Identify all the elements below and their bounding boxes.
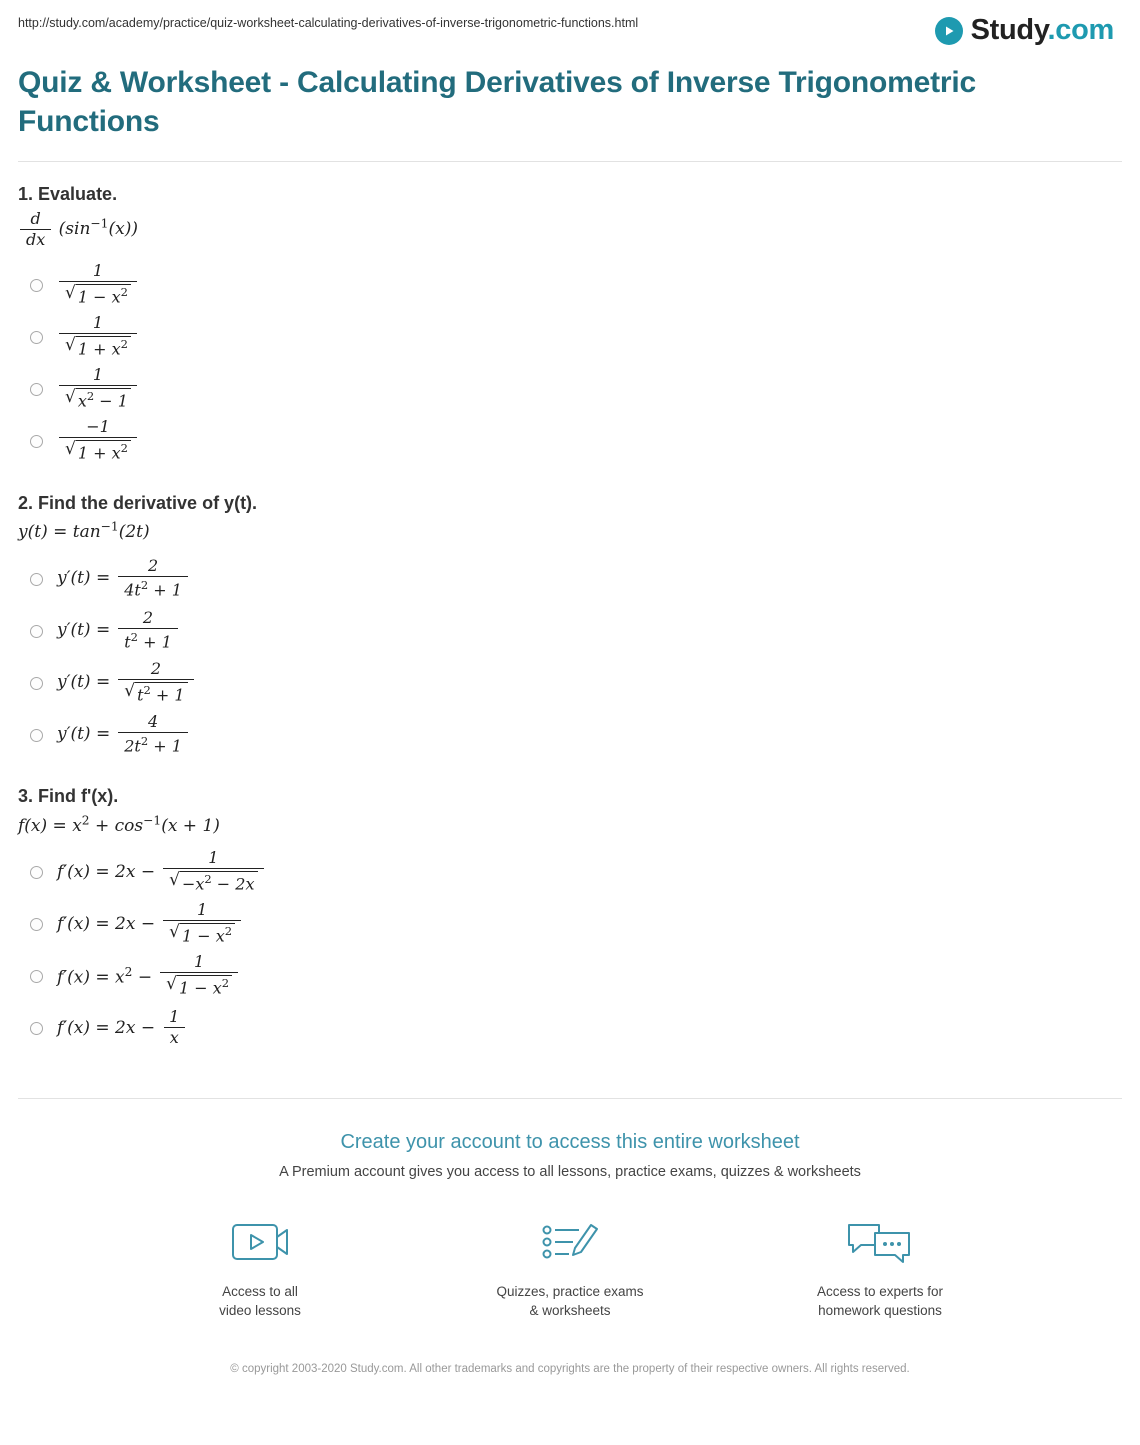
option-math: 1 √ $x^2 - 1$ (57, 367, 139, 410)
question-prompt (18, 184, 1122, 205)
question-prompt (18, 493, 1122, 514)
option-row[interactable] (18, 311, 1122, 363)
copyright-text: © copyright 2003-2020 Study.com. All other trademarks and copyrights are the property of their respective owners. All rights reserved. (230, 1363, 910, 1376)
question-number: 2. (18, 492, 34, 513)
option-row[interactable] (18, 708, 1122, 760)
option-row[interactable] (18, 604, 1122, 656)
brand-suffix: .com (1047, 14, 1114, 46)
option-math: f′(x) = 2x − 1 √ $-x^2 - 2x$ (57, 850, 266, 893)
page-header (18, 0, 1122, 53)
feature-line-1: Access to all (222, 1283, 298, 1299)
option-row[interactable] (18, 1002, 1122, 1054)
answer-options (18, 259, 1122, 467)
feature-item (165, 1214, 355, 1321)
promo-title[interactable]: Create your account to access this entire worksheet (340, 1130, 800, 1153)
question-number: 3. (18, 786, 34, 807)
question-3 (18, 764, 1122, 1058)
radio-button[interactable] (30, 331, 43, 344)
quiz-pencil-icon (475, 1214, 665, 1270)
option-math: f′(x) = 2x − 1 √ $1 - x^2$ (57, 902, 243, 945)
signup-promo (18, 1098, 1122, 1404)
answer-options (18, 552, 1122, 760)
feature-item (785, 1214, 975, 1321)
question-number: 1. (18, 184, 34, 204)
brand-text (971, 14, 1114, 47)
brand-name: Study (970, 14, 1048, 46)
option-math: 1 √ $1 - x^2$ (57, 263, 139, 306)
page-title: Quiz & Worksheet - Calculating Derivatives of Inverse Trigonometric Functions (18, 66, 976, 138)
radio-button[interactable] (30, 625, 43, 638)
feature-list (18, 1214, 1122, 1321)
radio-button[interactable] (30, 383, 43, 396)
option-row[interactable] (18, 846, 1122, 898)
option-math: −1 √ $1 + x^2$ (57, 419, 139, 462)
option-row[interactable] (18, 552, 1122, 604)
answer-options (18, 846, 1122, 1054)
question-2 (18, 471, 1122, 765)
option-math: 1 √ $1 + x^2$ (57, 315, 139, 358)
option-math: y′(t) = $\frac{2}{t^2 + 1}$ (57, 610, 180, 651)
feature-line-2: & worksheets (529, 1303, 611, 1319)
option-math: f′(x) = 2x − $\frac{1}{x}$ (57, 1009, 187, 1047)
feature-line-1: Access to experts for (816, 1283, 944, 1299)
site-logo (935, 14, 1122, 47)
radio-button[interactable] (30, 279, 43, 292)
feature-label (475, 1282, 665, 1321)
chat-bubble-icon (785, 1214, 975, 1270)
feature-line-2: homework questions (818, 1303, 942, 1319)
video-play-icon (165, 1214, 355, 1270)
feature-line-2: video lessons (219, 1303, 301, 1319)
question-1 (18, 162, 1122, 471)
option-math: y′(t) = $\frac{4}{2t^2 + 1}$ (57, 714, 190, 755)
feature-line-1: Quizzes, practice exams (496, 1283, 644, 1299)
question-expression: $\frac{d}{dx}$ $(\sin^{-1}(x))$ (18, 211, 1122, 249)
play-circle-icon (935, 17, 963, 45)
option-math: $f'(x) = x^2$ − 1 √ $1 - x^2$ (57, 954, 240, 997)
feature-label (165, 1282, 355, 1321)
source-url: http://study.com/academy/practice/quiz-worksheet-calculating-derivatives-of-inverse-trigonometric-functions.html (18, 16, 639, 30)
question-text: Evaluate. (38, 184, 118, 204)
option-row[interactable] (18, 898, 1122, 950)
option-row[interactable] (18, 363, 1122, 415)
question-prompt (18, 786, 1122, 807)
option-row[interactable] (18, 656, 1122, 708)
option-math: y′(t) = $\frac{2}{4t^2 + 1}$ (57, 558, 190, 599)
option-row[interactable] (18, 415, 1122, 467)
radio-button[interactable] (30, 435, 43, 448)
radio-button[interactable] (30, 866, 43, 879)
question-text: Find the derivative of y(t). (38, 492, 258, 513)
radio-button[interactable] (30, 573, 43, 586)
question-text: Find f'(x). (38, 786, 119, 807)
radio-button[interactable] (30, 1022, 43, 1035)
option-math: y′(t) = 2 √ $t^2 + 1$ (57, 661, 196, 704)
option-row[interactable] (18, 259, 1122, 311)
promo-subtitle: A Premium account gives you access to all lessons, practice exams, quizzes & worksheets (279, 1163, 861, 1180)
option-row[interactable] (18, 950, 1122, 1002)
question-expression: $f(x) = x^2 + \cos^{-1}(x + 1)$ (18, 813, 220, 836)
feature-label (785, 1282, 975, 1321)
radio-button[interactable] (30, 729, 43, 742)
radio-button[interactable] (30, 918, 43, 931)
feature-item (475, 1214, 665, 1321)
radio-button[interactable] (30, 970, 43, 983)
question-expression: $y(t) = \tan^{-1}(2t)$ (18, 519, 150, 543)
radio-button[interactable] (30, 677, 43, 690)
